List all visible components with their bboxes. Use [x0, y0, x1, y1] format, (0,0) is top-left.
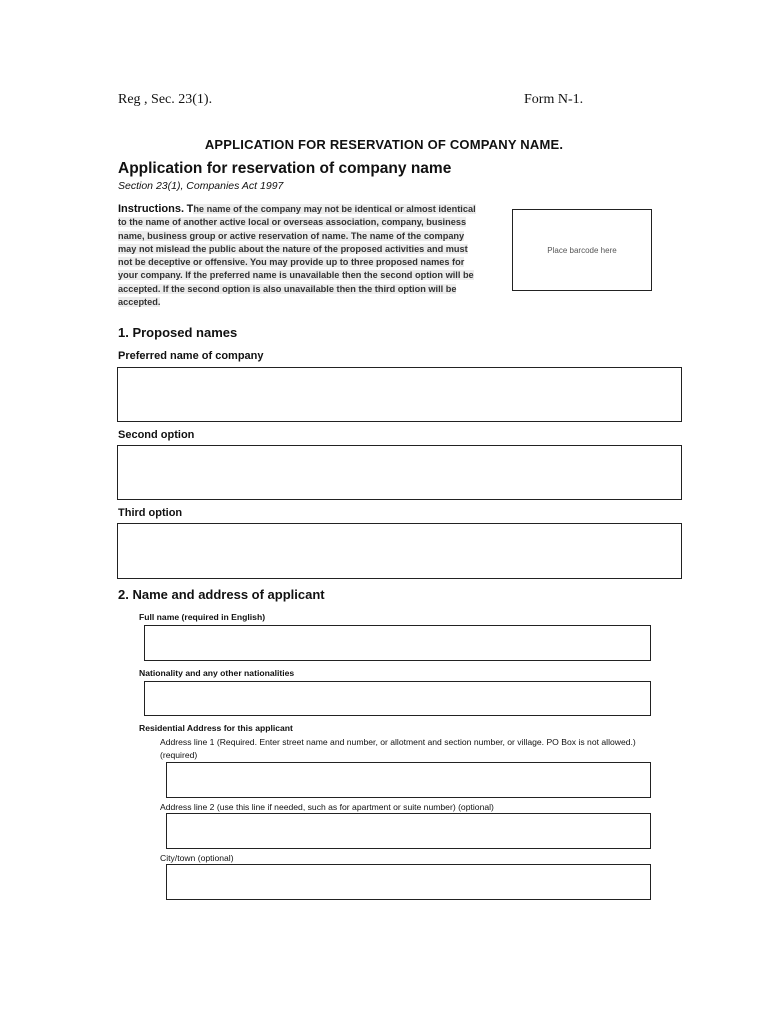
address-line-2-label: Address line 2 (use this line if needed, such as for apartment or suite number) (optional): [160, 802, 494, 812]
city-town-field[interactable]: [166, 864, 651, 900]
address-line-2-field[interactable]: [166, 813, 651, 849]
barcode-placeholder-text: Place barcode here: [547, 245, 617, 255]
form-subtitle: Application for reservation of company name: [118, 160, 452, 177]
instructions-text: he name of the company may not be identical or almost identical to the name of another active local or overseas association, company, business name, business group or active reservation of name. The name of the company may not mislead the public about the nature of the proposed activities and must not be deceptive or offensive. You may provide up to three proposed names for your company. If the preferred name is unavailable then the second option will be accepted. If the second option is also unavailable then the third option will be accepted.: [118, 204, 476, 308]
address-line-1-field[interactable]: [166, 762, 651, 798]
instructions-block: [118, 203, 478, 309]
address-line-1-label: Address line 1 (Required. Enter street name and number, or allotment and section number, or village. PO Box is not allowed.) (required): [160, 737, 636, 760]
third-option-label: Third option: [118, 507, 183, 519]
third-option-field[interactable]: [117, 523, 682, 579]
second-option-field[interactable]: [117, 445, 682, 500]
form-number: Form N-1.: [524, 92, 584, 107]
instructions-lead: Instructions.: [118, 203, 185, 215]
page-title: APPLICATION FOR RESERVATION OF COMPANY NAME.: [204, 137, 564, 152]
nationality-label: Nationality and any other nationalities: [139, 668, 295, 678]
section-2-heading: 2. Name and address of applicant: [118, 587, 325, 602]
residential-address-heading: Residential Address for this applicant: [139, 723, 293, 733]
full-name-field[interactable]: [144, 625, 651, 661]
second-option-label: Second option: [118, 429, 195, 441]
full-name-label: Full name (required in English): [139, 612, 266, 622]
form-legal-reference: Section 23(1), Companies Act 1997: [118, 180, 284, 192]
section-1-heading: 1. Proposed names: [118, 325, 238, 340]
regulation-reference: Reg , Sec. 23(1).: [118, 92, 213, 107]
barcode-placeholder-box: [512, 209, 652, 291]
city-town-label: City/town (optional): [160, 853, 234, 863]
preferred-name-field[interactable]: [117, 367, 682, 422]
preferred-name-label: Preferred name of company: [118, 350, 264, 362]
instructions-first-letter: T: [186, 203, 194, 215]
nationality-field[interactable]: [144, 681, 651, 716]
